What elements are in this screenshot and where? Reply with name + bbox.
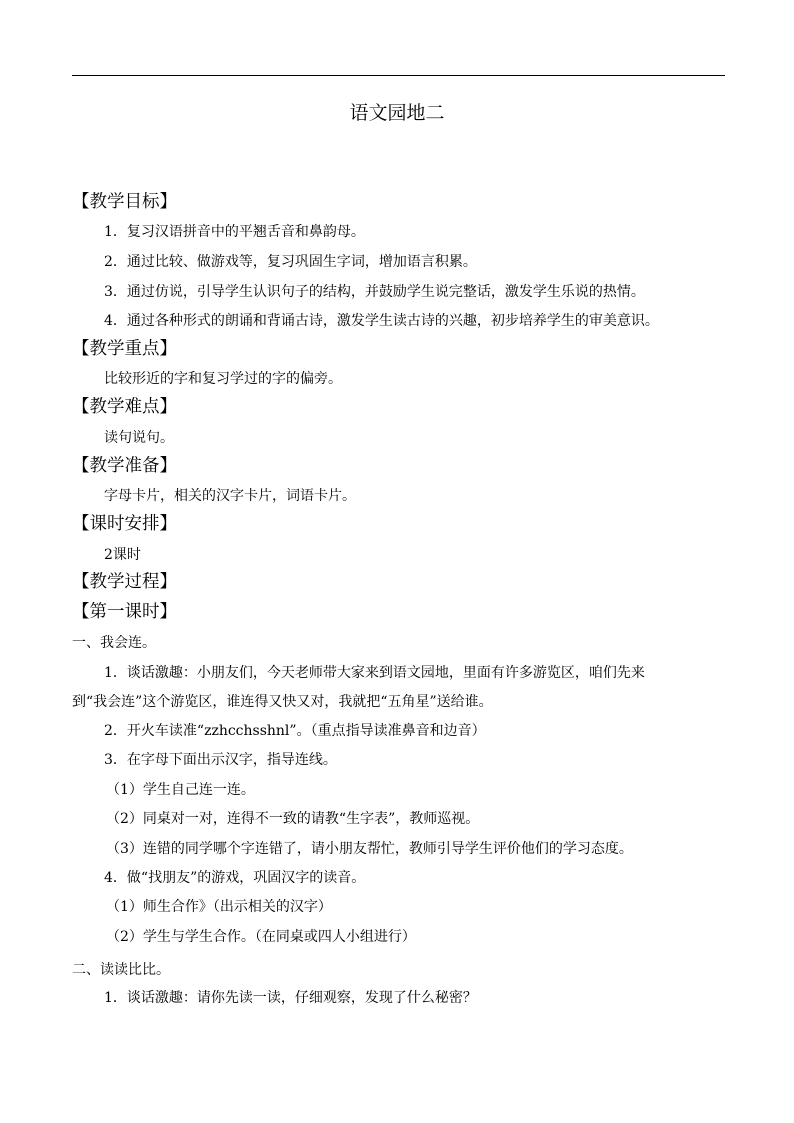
- section-heading-schedule: 【课时安排】: [72, 514, 177, 534]
- paragraph: （1）学生自己连一连。: [106, 782, 255, 798]
- paragraph: 1．谈话激趣：小朋友们，今天老师带大家来到语文园地，里面有许多游览区，咱们先来: [104, 665, 645, 681]
- section-heading-difficulties: 【教学难点】: [72, 397, 177, 417]
- paragraph: （1）师生合作》（出示相关的汉字）: [106, 899, 332, 915]
- header-rule: [72, 75, 725, 76]
- page-title: 语文园地二: [349, 102, 445, 124]
- paragraph: （2）同桌对一对，连得不一致的请教“生字表”，教师巡视。: [106, 811, 480, 827]
- paragraph: 3．在字母下面出示汉字，指导连线。: [104, 752, 337, 768]
- paragraph: 2课时: [104, 547, 141, 563]
- paragraph: 2．通过比较、做游戏等，复习巩固生字词，增加语言积累。: [104, 254, 477, 270]
- paragraph: 1．谈话激趣：请你先读一读，仔细观察，发现了什么秘密？: [104, 990, 477, 1006]
- section-heading-objectives: 【教学目标】: [72, 192, 177, 212]
- paragraph: （2）学生与学生合作。（在同桌或四人小组进行）: [106, 929, 416, 945]
- subsection-heading: 一、我会连。: [72, 635, 156, 651]
- paragraph: 3．通过仿说，引导学生认识句子的结构，并鼓励学生说完整话，激发学生乐说的热情。: [104, 284, 645, 300]
- paragraph: 比较形近的字和复习学过的字的偏旁。: [104, 371, 342, 387]
- paragraph: 4．通过各种形式的朗诵和背诵古诗，激发学生读古诗的兴趣，初步培养学生的审美意识。: [104, 313, 659, 329]
- paragraph: 2．开火车读准“zzhcchsshnl”。（重点指导读准鼻音和边音）: [104, 723, 486, 739]
- paragraph: （3）连错的同学哪个字连错了，请小朋友帮忙，教师引导学生评价他们的学习态度。: [106, 841, 633, 857]
- paragraph: 字母卡片，相关的汉字卡片，词语卡片。: [104, 488, 356, 504]
- section-heading-key-points: 【教学重点】: [72, 339, 177, 359]
- paragraph: 读句说句。: [104, 430, 174, 446]
- section-heading-first-lesson: 【第一课时】: [72, 602, 177, 622]
- paragraph: 1．复习汉语拼音中的平翘舌音和鼻韵母。: [104, 224, 365, 240]
- paragraph: 到“我会连”这个游览区，谁连得又快又对，我就把“五角星”送给谁。: [72, 694, 493, 710]
- section-heading-preparation: 【教学准备】: [72, 456, 177, 476]
- section-heading-process: 【教学过程】: [72, 572, 177, 592]
- subsection-heading: 二、读读比比。: [72, 962, 170, 978]
- paragraph: 4．做“找朋友”的游戏，巩固汉字的读音。: [104, 870, 366, 886]
